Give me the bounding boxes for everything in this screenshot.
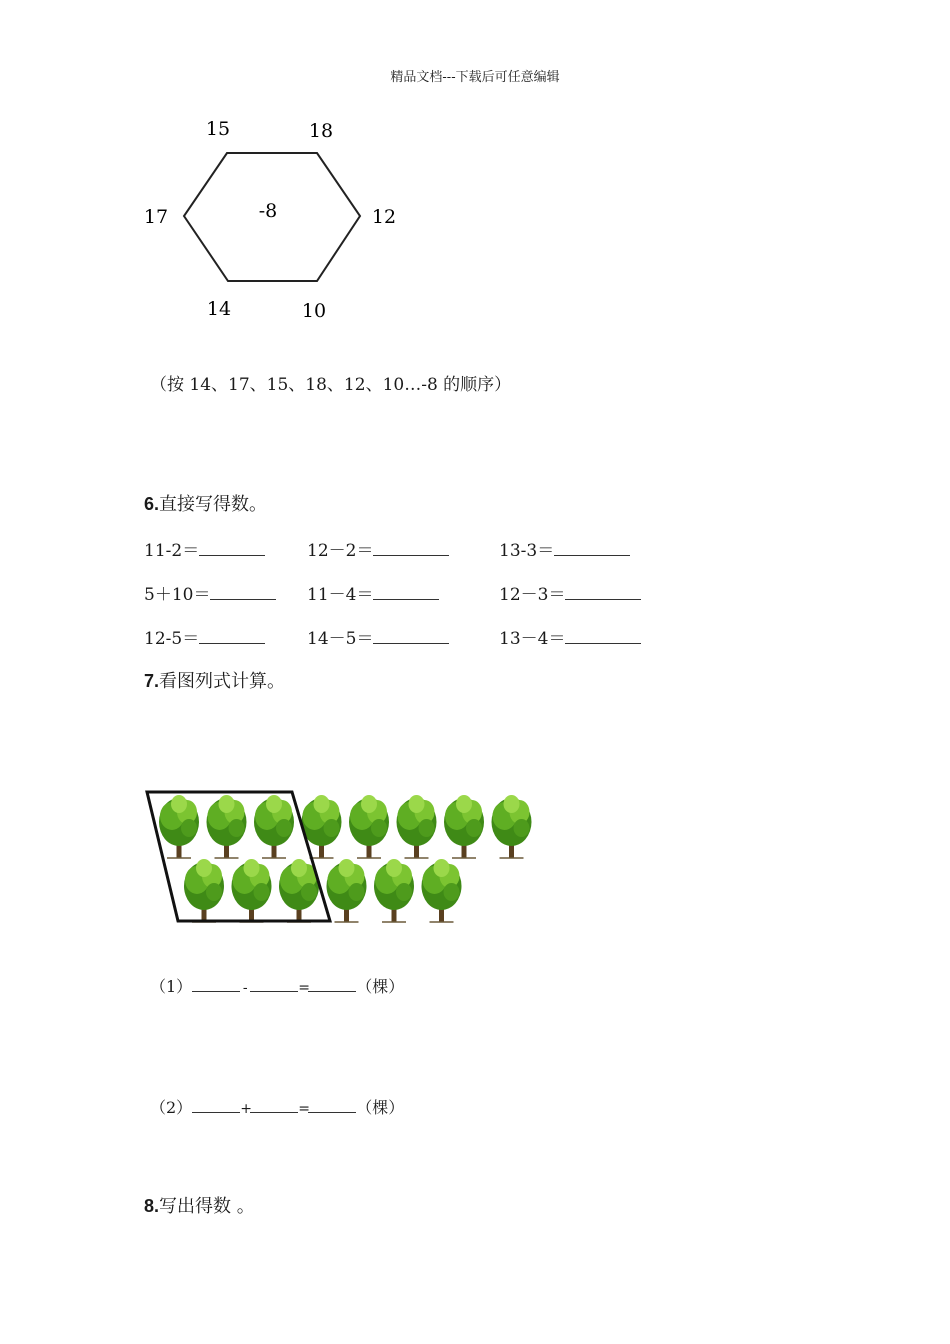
tree-icon <box>327 859 367 922</box>
answer-blank[interactable] <box>210 585 276 600</box>
tree-icon <box>397 795 437 858</box>
equation: 5＋10＝ <box>144 580 276 605</box>
answer-blank[interactable] <box>192 977 240 992</box>
answer-blank[interactable] <box>199 629 265 644</box>
fill-in-line-1: （1） - = （棵） <box>150 977 405 996</box>
answer-blank[interactable] <box>250 977 298 992</box>
q8-heading <box>144 1192 255 1218</box>
q8-title: 写出得数 。 <box>159 1196 255 1217</box>
tree-icon <box>232 859 272 922</box>
answer-blank[interactable] <box>565 629 641 644</box>
tree-icon <box>444 795 484 858</box>
equation: 12－2＝ <box>307 536 449 561</box>
q6-title: 直接写得数。 <box>159 494 268 515</box>
tree-icon <box>254 795 294 858</box>
hexagon-figure <box>140 110 410 330</box>
tree-icon <box>492 795 532 858</box>
answer-blank[interactable] <box>373 629 449 644</box>
equation: 12-5＝ <box>144 624 265 649</box>
answer-blank[interactable] <box>373 541 449 556</box>
hex-vertex-right: 12 <box>371 206 397 228</box>
q6-heading <box>144 490 267 516</box>
q6-number: 6. <box>144 494 160 514</box>
q8-number: 8. <box>144 1196 160 1216</box>
tree-icon <box>184 859 224 922</box>
equation: 13-3＝ <box>499 536 630 561</box>
tree-icon <box>349 795 389 858</box>
q7-heading <box>144 667 285 693</box>
answer-blank[interactable] <box>250 1098 298 1113</box>
fill-in-line-2: （2） + = （棵） <box>150 1098 405 1117</box>
hex-vertex-top-left: 15 <box>205 118 231 140</box>
answer-blank[interactable] <box>565 585 641 600</box>
tree-icon <box>207 795 247 858</box>
hex-center-value: -8 <box>258 200 278 222</box>
equation: 12－3＝ <box>499 580 641 605</box>
q7-title: 看图列式计算。 <box>159 671 286 692</box>
answer-blank[interactable] <box>373 585 439 600</box>
tree-icon <box>159 795 199 858</box>
page-header: 精品文档---下载后可任意编辑 <box>390 70 560 85</box>
tree-icon <box>422 859 462 922</box>
equation: 14－5＝ <box>307 624 449 649</box>
answer-blank[interactable] <box>308 977 356 992</box>
equation: 11－4＝ <box>307 580 439 605</box>
hex-vertex-top-right: 18 <box>308 120 334 142</box>
answer-blank[interactable] <box>308 1098 356 1113</box>
tree-icon <box>374 859 414 922</box>
answer-blank[interactable] <box>199 541 265 556</box>
answer-blank[interactable] <box>554 541 630 556</box>
tree-picture <box>142 784 536 929</box>
hex-vertex-left: 17 <box>143 206 169 228</box>
q7-number: 7. <box>144 671 160 691</box>
hex-vertex-bottom-right: 10 <box>301 300 327 322</box>
hexagon-order-note: （按 14、17、15、18、12、10…-8 的顺序） <box>150 375 512 395</box>
equation: 13－4＝ <box>499 624 641 649</box>
hex-vertex-bottom-left: 14 <box>206 298 232 320</box>
equation: 11-2＝ <box>144 536 265 561</box>
answer-blank[interactable] <box>192 1098 240 1113</box>
